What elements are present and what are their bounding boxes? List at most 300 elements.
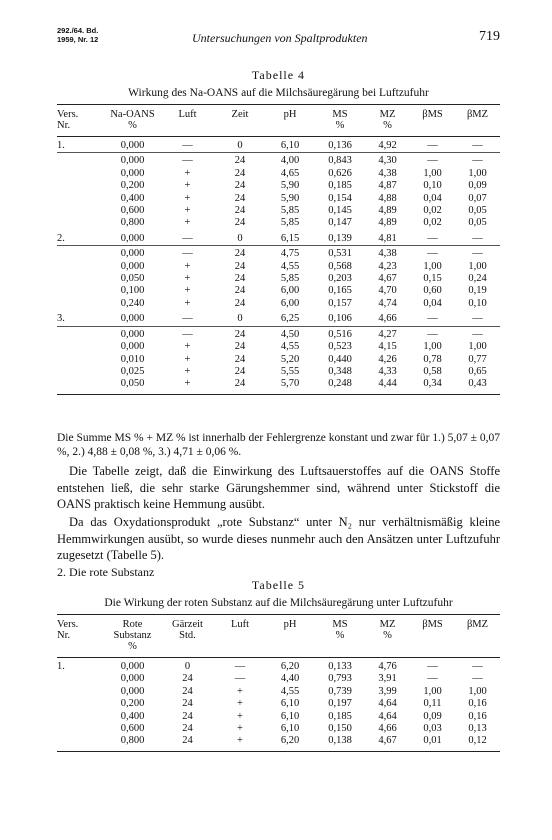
header-line: Nr. <box>57 120 71 131</box>
table-row <box>57 193 500 205</box>
header-line: Std. <box>179 630 196 641</box>
table-cell: 4,26 <box>378 353 397 365</box>
table-cell: + <box>184 297 191 309</box>
table-cell: 0,04 <box>423 297 442 309</box>
header-line <box>365 641 410 652</box>
table-cell: — <box>160 246 215 261</box>
table-cell: 24 <box>215 378 265 394</box>
table-cell: 0,000 <box>120 313 145 325</box>
table-row <box>57 658 500 674</box>
table-cell: — <box>472 673 483 685</box>
table-cell: — <box>455 153 500 168</box>
table-cell: 5,55 <box>280 365 300 377</box>
table-cell: + <box>184 341 191 353</box>
table-cell: + <box>184 205 191 217</box>
table-cell: 0,136 <box>328 140 352 151</box>
table-cell <box>57 698 105 710</box>
table-row <box>57 298 500 310</box>
header-line <box>160 641 215 652</box>
table-cell: 0,154 <box>328 192 352 204</box>
table-cell: 0,09 <box>423 710 442 722</box>
table-cell: 0,197 <box>328 698 352 710</box>
table-cell: + <box>237 685 243 697</box>
table-cell: 0,77 <box>468 353 487 365</box>
table-cell: 0,348 <box>328 365 352 377</box>
table-cell: 0,600 <box>120 205 145 217</box>
table-cell <box>57 261 105 273</box>
header-line: MS <box>332 619 348 630</box>
header-line: % <box>383 120 392 131</box>
table-cell: + <box>160 378 215 394</box>
table-row <box>57 180 500 192</box>
table-cell: 4,23 <box>378 260 397 272</box>
table-cell: — <box>427 673 438 685</box>
table-cell: 0,05 <box>468 217 487 229</box>
table-cell: 0,626 <box>328 167 352 179</box>
table-row <box>57 711 500 723</box>
table-cell: — <box>234 673 246 685</box>
table-cell: 1,00 <box>423 685 442 697</box>
table-cell: 1. <box>57 661 65 672</box>
table-cell <box>57 354 105 366</box>
header-line: MZ <box>379 109 396 120</box>
table-row <box>57 341 500 353</box>
table-cell: + <box>184 192 191 204</box>
header-line: Zeit <box>231 109 249 120</box>
table-cell: 0,139 <box>328 232 352 244</box>
table-cell: 0,203 <box>328 273 352 285</box>
table-cell: — <box>160 153 215 168</box>
table-cell: 0,78 <box>423 353 442 365</box>
header-line: Vers. <box>57 109 79 120</box>
table-cell: 0,000 <box>120 661 145 672</box>
header-line: Gärzeit <box>172 619 203 630</box>
table-cell: + <box>184 217 191 229</box>
table-cell: 4,38 <box>365 246 410 261</box>
table4-col-header <box>410 105 455 137</box>
table-cell: 24 <box>234 341 246 353</box>
table-cell: — <box>410 153 455 168</box>
table-cell: — <box>455 326 500 341</box>
table4-note: Die Summe MS % + MZ % ist innerhalb der Fehlergrenze konstant und zwar für 1.) 5,07 ± 0,07 %, 2.) 4,88 ± 0,08 %, 3.) 4,71 ± 0,06 %. <box>57 432 500 458</box>
table4-col-header <box>57 105 105 137</box>
table-cell: 0,11 <box>423 698 442 710</box>
table5-col-header <box>365 615 410 658</box>
header-line: Luft <box>230 619 250 630</box>
table4 <box>57 104 500 395</box>
table-cell: 0,000 <box>120 685 145 697</box>
table-cell: + <box>184 365 191 377</box>
header-line: Luft <box>178 109 197 120</box>
table-cell: 24 <box>182 710 193 722</box>
table-row <box>57 230 500 246</box>
header-line <box>410 641 455 652</box>
table-cell: 0,01 <box>410 735 455 751</box>
table-cell: 0,02 <box>423 205 442 217</box>
table-cell: 0,138 <box>315 735 365 751</box>
table-cell: — <box>455 246 500 261</box>
table-cell: 0,440 <box>328 353 352 365</box>
table-cell: 0,800 <box>105 735 160 751</box>
table-cell <box>57 205 105 217</box>
table-cell: 0,04 <box>423 192 442 204</box>
table-cell: — <box>427 661 438 672</box>
table5-col-header <box>315 615 365 658</box>
table-cell: 4,55 <box>280 341 300 353</box>
table-cell: 0 <box>237 140 243 151</box>
table-cell: 0,133 <box>328 661 352 672</box>
table-cell: 0,147 <box>328 217 352 229</box>
table-cell <box>57 298 105 310</box>
table-cell: 0,523 <box>328 341 352 353</box>
header-line <box>265 630 315 641</box>
table-cell: 0,000 <box>105 153 160 168</box>
table-row <box>57 354 500 366</box>
table-cell: 24 <box>215 246 265 261</box>
table-cell <box>57 711 105 723</box>
header-line <box>215 641 265 652</box>
table-cell: 0,248 <box>315 378 365 394</box>
table-cell: — <box>472 661 483 672</box>
table-row <box>57 310 500 326</box>
table-cell: 4,70 <box>378 285 397 297</box>
table-cell: 0,150 <box>328 723 352 735</box>
table-cell: 5,70 <box>265 378 315 394</box>
table-row <box>57 153 500 168</box>
table-cell: 0,58 <box>423 365 442 377</box>
page-number: 719 <box>479 29 500 44</box>
table-row <box>57 698 500 710</box>
table-cell: 24 <box>234 260 246 272</box>
running-title: Untersuchungen von Spaltprodukten <box>192 31 368 45</box>
table-cell: 0,65 <box>468 365 487 377</box>
table-cell: 0 <box>184 661 191 672</box>
table-cell <box>57 153 105 168</box>
table-cell: 4,89 <box>378 205 397 217</box>
table-cell <box>57 180 105 192</box>
table-cell: 6,10 <box>280 710 300 722</box>
table-cell: 0,07 <box>468 192 487 204</box>
table-cell: 1,00 <box>468 260 487 272</box>
table-cell <box>57 723 105 735</box>
table-cell: 0,000 <box>120 140 145 151</box>
table-cell: — <box>410 326 455 341</box>
table-row <box>57 285 500 297</box>
table-cell: 0,000 <box>105 326 160 341</box>
header-line <box>455 630 500 641</box>
table-cell <box>57 735 105 751</box>
table-cell: 24 <box>215 153 265 168</box>
table-cell: 0,000 <box>120 341 145 353</box>
header-line: βMZ <box>466 109 489 120</box>
table-cell: 3. <box>57 313 65 325</box>
table-cell: 0,145 <box>328 205 352 217</box>
table-cell <box>57 326 105 341</box>
table-cell: — <box>160 326 215 341</box>
table-cell: 0,24 <box>468 273 487 285</box>
table-cell: 0,400 <box>120 710 145 722</box>
table-cell: 4,30 <box>365 153 410 168</box>
table-cell: 4,81 <box>378 232 397 244</box>
table-cell: + <box>184 167 191 179</box>
table-cell: 1. <box>57 140 65 151</box>
table-cell: + <box>237 710 243 722</box>
header-line <box>455 120 500 131</box>
table-cell: 5,85 <box>280 217 300 229</box>
table-cell: — <box>427 232 438 244</box>
header-line <box>160 120 215 131</box>
table-cell: + <box>184 353 191 365</box>
header-line <box>410 120 455 131</box>
table-cell <box>57 673 105 685</box>
journal-volume: 292./64. Bd. <box>57 26 99 35</box>
table-cell: — <box>427 313 438 325</box>
table5-col-header <box>410 615 455 658</box>
header-line: % <box>335 630 345 641</box>
table-cell: 4,64 <box>378 698 397 710</box>
table-cell: 5,20 <box>280 353 300 365</box>
header-line <box>215 120 265 131</box>
table-cell <box>57 341 105 353</box>
header-line: % <box>128 120 137 131</box>
table-cell: 24 <box>234 285 246 297</box>
table-cell: 4,67 <box>365 735 410 751</box>
table-cell: 24 <box>182 673 193 685</box>
table-cell: 0,600 <box>120 723 145 735</box>
table-cell: 6,25 <box>280 313 300 325</box>
table-cell: 0,050 <box>120 273 145 285</box>
table-cell: 0,739 <box>328 685 352 697</box>
table-cell: 4,00 <box>265 153 315 168</box>
table-cell: 6,00 <box>280 285 300 297</box>
journal-reference <box>57 26 98 44</box>
table-cell: + <box>184 180 191 192</box>
table-cell: 4,89 <box>378 217 397 229</box>
table-row <box>57 673 500 685</box>
table-cell: 6,20 <box>265 735 315 751</box>
table-cell <box>57 273 105 285</box>
table-cell: 0 <box>237 232 243 244</box>
table-cell: 4,88 <box>378 192 397 204</box>
header-line: % <box>383 630 392 641</box>
table-row <box>57 326 500 341</box>
table-cell: 0,000 <box>120 673 145 685</box>
table-cell: 0,185 <box>328 710 352 722</box>
table-cell: 6,10 <box>280 698 300 710</box>
table-cell: 4,74 <box>378 297 397 309</box>
table4-col-header <box>265 105 315 137</box>
table-cell: 0,000 <box>105 246 160 261</box>
header-line: Rote <box>122 619 143 630</box>
table-row <box>57 735 500 751</box>
table-cell: 4,65 <box>280 167 300 179</box>
header-line <box>315 641 365 652</box>
table-cell: + <box>237 723 243 735</box>
table5-col-header <box>215 615 265 658</box>
header-line: MS <box>332 109 348 120</box>
table-cell: 0,000 <box>120 232 145 244</box>
table-cell: 0,19 <box>468 285 487 297</box>
table-cell: 0,000 <box>120 167 145 179</box>
table-cell: 4,44 <box>365 378 410 394</box>
table5 <box>57 614 500 752</box>
table-cell: 0,200 <box>120 698 145 710</box>
table5-col-header <box>265 615 315 658</box>
table-cell: 4,33 <box>378 365 397 377</box>
table-cell: 4,92 <box>378 140 397 151</box>
table-cell: 0,025 <box>120 365 145 377</box>
table-cell: 6,00 <box>280 297 300 309</box>
table-row <box>57 137 500 153</box>
header-line <box>215 630 265 641</box>
table-row <box>57 366 500 378</box>
table-cell: — <box>234 661 246 672</box>
table4-col-header <box>315 105 365 137</box>
header-line: βMS <box>422 619 443 630</box>
journal-issue: 1959, Nr. 12 <box>57 35 99 44</box>
table4-title: Tabelle 4 <box>251 68 306 82</box>
table-cell: 4,40 <box>280 673 300 685</box>
table-cell: — <box>182 232 193 244</box>
table5-subtitle: Die Wirkung der roten Substanz auf die Milchsäuregärung unter Luftzufuhr <box>104 597 453 609</box>
table-cell: 24 <box>234 273 246 285</box>
table-cell: 0,050 <box>105 378 160 394</box>
table-cell: 0,09 <box>468 180 487 192</box>
table-cell: 0,185 <box>328 180 352 192</box>
header-line: % <box>128 641 137 652</box>
table-row <box>57 168 500 180</box>
table-cell: 0,516 <box>315 326 365 341</box>
table-cell: 6,15 <box>280 232 300 244</box>
table-cell: 0,531 <box>315 246 365 261</box>
table-cell: 2. <box>57 232 65 244</box>
table-cell: 0,10 <box>423 180 442 192</box>
table-cell: + <box>237 698 243 710</box>
table-cell: 24 <box>234 167 246 179</box>
table-cell: — <box>410 246 455 261</box>
table-cell: 24 <box>234 217 246 229</box>
table-cell: 4,55 <box>280 260 300 272</box>
table-cell: 0,15 <box>423 273 442 285</box>
table-cell: 5,90 <box>280 192 300 204</box>
table4-col-header <box>455 105 500 137</box>
table-cell: 4,67 <box>378 273 397 285</box>
table-cell: 1,00 <box>468 167 487 179</box>
header-line: MZ <box>379 619 396 630</box>
table-cell: 4,76 <box>378 661 397 672</box>
table-cell: 0,05 <box>468 205 487 217</box>
table-cell: + <box>215 735 265 751</box>
table-cell <box>57 246 105 261</box>
table-cell: 0,000 <box>120 260 145 272</box>
header-line <box>455 641 500 652</box>
table-cell: 0,16 <box>468 698 487 710</box>
table-cell: 24 <box>234 297 246 309</box>
table-cell: 4,75 <box>265 246 315 261</box>
table-cell: 0,010 <box>120 353 145 365</box>
table-cell: 0,100 <box>120 285 145 297</box>
table-cell: 5,90 <box>280 180 300 192</box>
header-line: % <box>335 120 345 131</box>
header-line <box>265 120 315 131</box>
table-cell: 24 <box>182 723 193 735</box>
table-cell: 24 <box>234 180 246 192</box>
table-cell: 4,15 <box>378 341 397 353</box>
table-cell: 0,157 <box>328 297 352 309</box>
table-row <box>57 273 500 285</box>
table-cell: + <box>184 260 191 272</box>
table-cell: 0,568 <box>328 260 352 272</box>
table-cell: 4,55 <box>280 685 300 697</box>
table-cell: 0,240 <box>120 297 145 309</box>
table-cell: 4,66 <box>378 723 397 735</box>
table-cell: 1,00 <box>468 341 487 353</box>
header-line: Substanz <box>113 630 152 641</box>
table-row <box>57 246 500 261</box>
table-cell <box>57 686 105 698</box>
table-cell: 0,793 <box>328 673 352 685</box>
table-cell: 0,10 <box>468 297 487 309</box>
table5-col-header <box>160 615 215 658</box>
table-cell: 24 <box>234 205 246 217</box>
table-cell <box>57 285 105 297</box>
table-cell <box>57 378 105 394</box>
table-cell: 4,87 <box>378 180 397 192</box>
table-row <box>57 205 500 217</box>
table-cell: 0,13 <box>468 723 487 735</box>
table-cell: 0,400 <box>120 192 145 204</box>
paragraph-1: Die Tabelle zeigt, daß die Einwirkung des Luftsauerstoffes auf die OANS Stoffe entstehen ließ, die sehr starke Gärungshemmer sind, während unter Stickstoff die OANS praktisch keine Hemmung ausübt. <box>57 464 500 511</box>
table-cell: 0,106 <box>328 313 352 325</box>
table-cell: 0,43 <box>455 378 500 394</box>
header-line: Nr. <box>57 630 71 641</box>
table-cell: — <box>427 140 438 151</box>
page-header <box>57 24 500 52</box>
table-cell: 0,800 <box>120 217 145 229</box>
table-cell: 0,12 <box>455 735 500 751</box>
table-cell: 0,165 <box>328 285 352 297</box>
table-cell: 24 <box>234 365 246 377</box>
table-cell: 24 <box>160 735 215 751</box>
table-row <box>57 217 500 229</box>
header-line: pH <box>283 619 297 630</box>
table-cell: 3,91 <box>378 673 397 685</box>
table-cell: 1,00 <box>423 167 442 179</box>
table-cell <box>57 168 105 180</box>
table-cell: 1,00 <box>423 260 442 272</box>
table-cell: 0,34 <box>410 378 455 394</box>
header-line <box>410 630 455 641</box>
table-cell: 4,38 <box>378 167 397 179</box>
table5-col-header <box>105 615 160 658</box>
table-cell: 24 <box>215 326 265 341</box>
header-line <box>265 641 315 652</box>
header-line: βMS <box>422 109 443 120</box>
table-cell: 6,10 <box>280 140 300 151</box>
table-cell: 0 <box>237 313 243 325</box>
table5-col-header <box>455 615 500 658</box>
table-cell: + <box>184 285 191 297</box>
table-cell: 24 <box>182 685 193 697</box>
table-cell: 6,20 <box>280 661 300 672</box>
table-cell: 3,99 <box>378 685 397 697</box>
table-cell: 0,200 <box>120 180 145 192</box>
table-cell: — <box>472 232 483 244</box>
table-cell <box>57 193 105 205</box>
header-line: Vers. <box>57 619 79 630</box>
table-cell: 4,27 <box>365 326 410 341</box>
table-cell: 1,00 <box>423 341 442 353</box>
